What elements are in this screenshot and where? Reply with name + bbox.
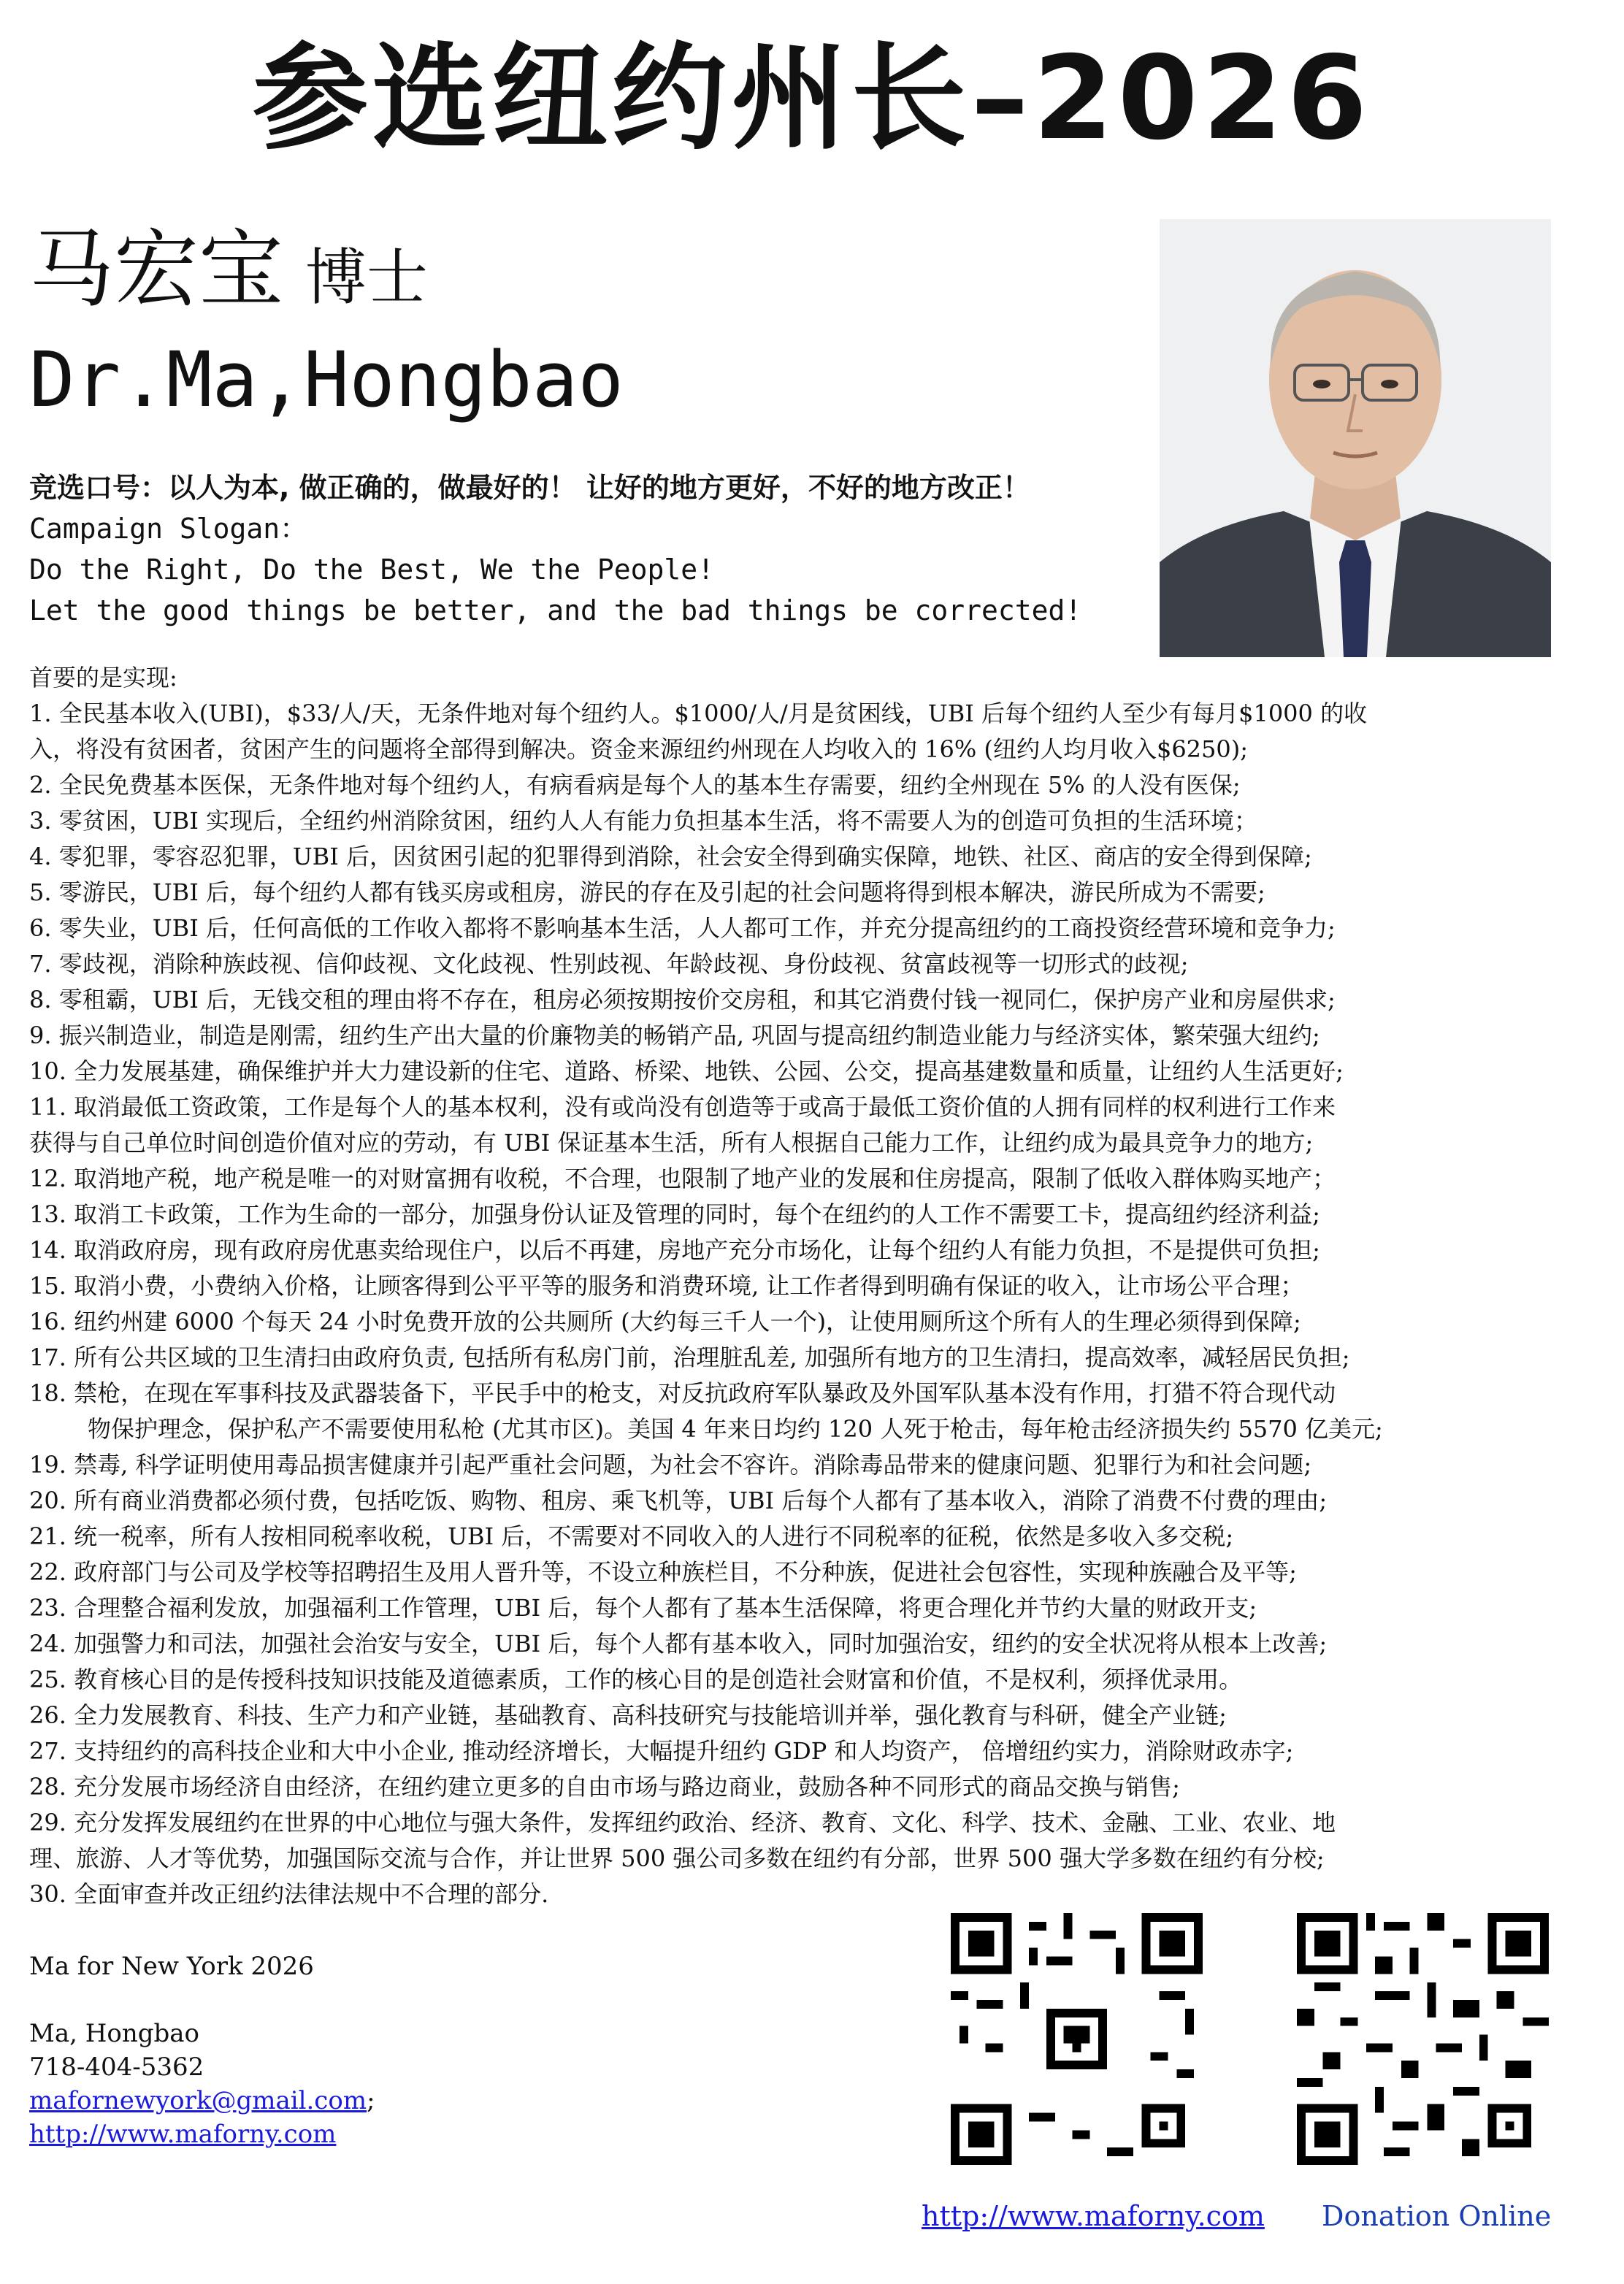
list-item: 14. 取消政府房，现有政府房优惠卖给现住户，以后不再建，房地产充分市场化，让每个纽约人有能力负担，不是提供可负担; — [29, 1236, 1320, 1264]
contact-phone: 718-404-5362 — [29, 2053, 204, 2082]
list-item: 27. 支持纽约的高科技企业和大中小企业, 推动经济增长，大幅提升纽约 GDP 和人均资产， 倍增纽约实力，消除财政赤字; — [29, 1737, 1294, 1765]
list-item: 10. 全力发展基建，确保维护并大力建设新的住宅、道路、桥梁、地铁、公园、公交，提高基建数量和质量，让纽约人生活更好; — [29, 1057, 1344, 1085]
candidate-name-en: Dr.Ma,Hongbao — [29, 335, 624, 424]
contact-block — [29, 1950, 832, 2151]
candidate-portrait — [1160, 219, 1551, 657]
email-suffix: ; — [367, 2086, 375, 2115]
list-item: 29. 充分发挥发展纽约在世界的中心地位与强大条件，发挥纽约政治、经济、教育、文化、科学、技术、金融、工业、农业、地 — [29, 1809, 1336, 1836]
qr-code-icon[interactable] — [1297, 1913, 1549, 2165]
list-item: 30. 全面审查并改正纽约法律法规中不合理的部分. — [29, 1880, 549, 1908]
list-item: 入，将没有贫困者，贫困产生的问题将全部得到解决。资金来源纽约州现在人均收入的 16% (纽约人均月收入$6250); — [29, 735, 1249, 763]
list-item: 4. 零犯罪，零容忍犯罪，UBI 后，因贫困引起的犯罪得到消除，社会安全得到确实保障，地铁、社区、商店的安全得到保障; — [29, 843, 1312, 870]
list-item: 1. 全民基本收入(UBI)，$33/人/天，无条件地对每个纽约人。$1000/人/月是贫困线，UBI 后每个纽约人至少有每月$1000 的收 — [29, 700, 1368, 727]
list-item: 23. 合理整合福利发放，加强福利工作管理，UBI 后，每个人都有了基本生活保障，将更合理化并节约大量的财政开支; — [29, 1594, 1257, 1622]
contact-name: Ma, Hongbao — [29, 2019, 199, 2048]
footer-website-link[interactable]: http://www.maforny.com — [922, 2200, 1265, 2232]
list-item: 获得与自己单位时间创造价值对应的劳动，有 UBI 保证基本生活，所有人根据自己能力工作，让纽约成为最具竞争力的地方; — [29, 1129, 1314, 1157]
list-item: 11. 取消最低工资政策，工作是每个人的基本权利，没有或尚没有创造等于或高于最低工资价值的人拥有同样的权利进行工作来 — [29, 1093, 1336, 1121]
website-link[interactable]: http://www.maforny.com — [29, 2120, 337, 2149]
list-item: 12. 取消地产税，地产税是唯一的对财富拥有收税，不合理，也限制了地产业的发展和住房提高，限制了低收入群体购买地产； — [29, 1165, 1336, 1192]
list-item: 16. 纽约州建 6000 个每天 24 小时免费开放的公共厕所 (大约每三千人一个)，让使用厕所这个所有人的生理必须得到保障; — [29, 1308, 1301, 1335]
list-item: 理、旅游、人才等优势，加强国际交流与合作，并让世界 500 强公司多数在纽约有分部，世界 500 强大学多数在纽约有分校; — [29, 1844, 1325, 1872]
list-item: 19. 禁毒, 科学证明使用毒品损害健康并引起严重社会问题，为社会不容许。消除毒品带来的健康问题、犯罪行为和社会问题; — [29, 1451, 1312, 1479]
list-item: 7. 零歧视，消除种族歧视、信仰歧视、文化歧视、性别歧视、年龄歧视、身份歧视、贫富歧视等一切形式的歧视; — [29, 950, 1189, 978]
qr-code-icon[interactable] — [951, 1913, 1203, 2165]
list-item: 22. 政府部门与公司及学校等招聘招生及用人晋升等，不设立种族栏目，不分种族，促进社会包容性，实现种族融合及平等; — [29, 1558, 1297, 1586]
donation-online-label[interactable]: Donation Online — [1322, 2200, 1552, 2232]
email-link[interactable]: mafornewyork@gmail.com — [29, 2086, 367, 2115]
platform-heading: 首要的是实现: — [29, 664, 177, 691]
platform-list — [29, 660, 1599, 1912]
slogan-line-1: Do the Right, Do the Best, We the People! — [29, 553, 714, 586]
list-item: 25. 教育核心目的是传授科技知识技能及道德素质，工作的核心目的是创造社会财富和价值，不是权利，须择优录用。 — [29, 1666, 1243, 1693]
list-item: 18. 禁枪，在现在军事科技及武器装备下，平民手中的枪支，对反抗政府军队暴政及外国军队基本没有作用，打猎不符合现代动 — [29, 1379, 1336, 1407]
slogan-label-en: Campaign Slogan： — [29, 513, 308, 545]
degree-text: 博士 — [305, 242, 429, 313]
page-title: 参选纽约州长–2026 — [252, 31, 1372, 166]
slogan-line-2: Let the good things be better, and the bad things be corrected! — [29, 594, 1082, 626]
slogan-block — [29, 467, 1154, 631]
campaign-name: Ma for New York 2026 — [29, 1952, 314, 1981]
list-item: 26. 全力发展教育、科技、生产力和产业链，基础教育、高科技研究与技能培训并举，强化教育与科研，健全产业链; — [29, 1701, 1227, 1729]
list-item: 20. 所有商业消费都必须付费，包括吃饭、购物、租房、乘飞机等，UBI 后每个人都有了基本收入，消除了消费不付费的理由; — [29, 1487, 1328, 1514]
list-item: 3. 零贫困，UBI 实现后，全纽约州消除贫困，纽约人人有能力负担基本生活，将不需要人为的创造可负担的生活环境； — [29, 807, 1258, 835]
list-item: 24. 加强警力和司法，加强社会治安与安全，UBI 后，每个人都有基本收入，同时加强治安，纽约的安全状况将从根本上改善; — [29, 1630, 1328, 1658]
slogan-cn: 竞选口号：以人为本, 做正确的，做最好的！ 让好的地方更好，不好的地方改正！ — [29, 472, 1030, 504]
list-item: 9. 振兴制造业，制造是刚需，纽约生产出大量的价廉物美的畅销产品, 巩固与提高纽约制造业能力与经济实体，繁荣强大纽约; — [29, 1022, 1320, 1049]
list-item: 13. 取消工卡政策，工作为生命的一部分，加强身份认证及管理的同时，每个在纽约的人工作不需要工卡，提高纽约经济利益; — [29, 1200, 1320, 1228]
list-item: 28. 充分发展市场经济自由经济，在纽约建立更多的自由市场与路边商业，鼓励各种不同形式的商品交换与销售; — [29, 1773, 1180, 1801]
list-item: 15. 取消小费，小费纳入价格，让顾客得到公平平等的服务和消费环境, 让工作者得到明确有保证的收入，让市场公平合理； — [29, 1272, 1304, 1300]
list-item: 8. 零租霸，UBI 后，无钱交租的理由将不存在，租房必须按期按价交房租，和其它消费付钱一视同仁，保护房产业和房屋供求; — [29, 986, 1336, 1013]
list-item: 2. 全民免费基本医保，无条件地对每个纽约人，有病看病是每个人的基本生存需要，纽约全州现在 5% 的人没有医保; — [29, 771, 1241, 799]
list-item: 5. 零游民，UBI 后，每个纽约人都有钱买房或租房，游民的存在及引起的社会问题将得到根本解决，游民所成为不需要; — [29, 878, 1265, 906]
name-cn-text: 马宏宝 — [29, 221, 283, 319]
list-item: 17. 所有公共区域的卫生清扫由政府负责, 包括所有私房门前，治理脏乱差, 加强所有地方的卫生清扫，提高效率，减轻居民负担; — [29, 1344, 1350, 1371]
candidate-name-cn — [29, 219, 428, 329]
list-item: 21. 统一税率，所有人按相同税率收税，UBI 后，不需要对不同收入的人进行不同税率的征税，依然是多收入多交税; — [29, 1522, 1234, 1550]
list-item: 物保护理念，保护私产不需要使用私枪 (尤其市区)。美国 4 年来日均约 120 人死于枪击，每年枪击经济损失约 5570 亿美元; — [88, 1415, 1383, 1443]
list-item: 6. 零失业，UBI 后，任何高低的工作收入都将不影响基本生活，人人都可工作，并充分提高纽约的工商投资经营环境和竞争力; — [29, 914, 1336, 942]
